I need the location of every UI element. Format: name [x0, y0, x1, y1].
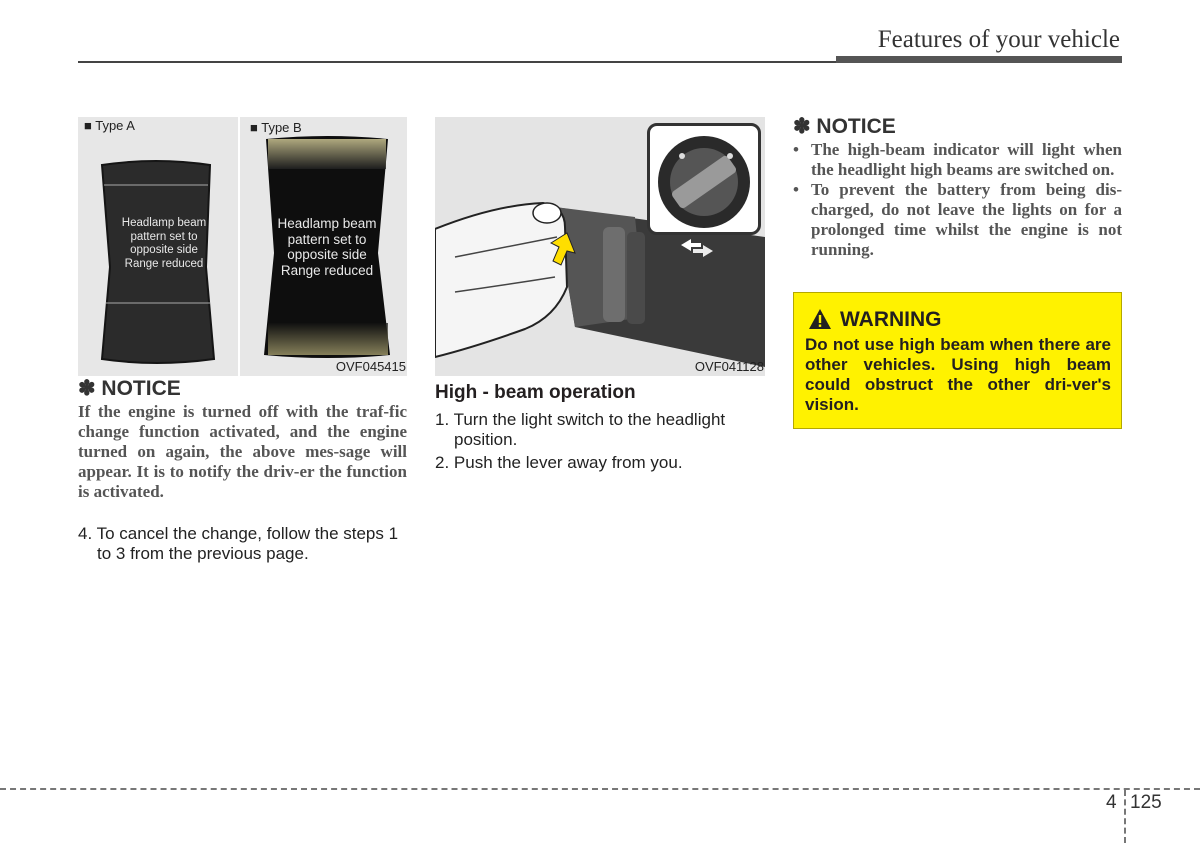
notice-heading: ✽ NOTICE: [793, 115, 896, 138]
footer-rule: [0, 788, 1200, 790]
step-4-line: to 3 from the previous page.: [97, 544, 309, 563]
display-line: Range reduced: [280, 262, 374, 278]
step-4-line: 4. To cancel the change, follow the steps 1: [78, 524, 399, 543]
notice-bullet: • To prevent the battery from being dis-charged, do not leave the lights on for a prolonged time whilst the engine is not running.: [793, 180, 1122, 260]
step-1-line: 1. Turn the light switch to the headlight: [435, 410, 726, 429]
header-rule-accent: [836, 56, 1122, 63]
figure-high-beam-lever: [435, 117, 765, 376]
notice-heading: ✽ NOTICE: [78, 377, 181, 400]
step-1-line: position.: [454, 430, 518, 449]
display-line: Range reduced: [124, 257, 204, 270]
warning-triangle-icon: [808, 308, 832, 330]
display-line: Headlamp beam: [277, 216, 377, 231]
display-line: opposite side: [130, 244, 198, 256]
step-4-text: [78, 524, 407, 564]
type-a-label: ■ Type A: [84, 118, 135, 133]
divider: [238, 117, 240, 376]
page-number: 125: [1130, 792, 1162, 813]
display-line: pattern set to: [130, 230, 198, 243]
warning-text: Do not use high beam when there are other vehicles. Using high beam could obstruct the other dri-ver's vision.: [805, 335, 1111, 414]
high-beam-steps: [435, 410, 765, 473]
page-header-title: Features of your vehicle: [877, 26, 1120, 53]
type-b-display-text: [262, 216, 392, 278]
display-line: pattern set to: [287, 231, 367, 247]
notice-bullet: • The high-beam indicator will light when the headlight high beams are switched on.: [793, 140, 1122, 180]
figure-code: OVF041128: [694, 359, 764, 374]
notice-bullets: [793, 140, 1122, 260]
chapter-number: 4: [1106, 792, 1117, 813]
display-line: opposite side: [287, 247, 367, 262]
type-b-label: ■ Type B: [250, 120, 302, 135]
high-beam-heading: High - beam operation: [435, 382, 636, 403]
notice-text: If the engine is turned off with the traf-fic change function activated, and the engine turned on again, the above mes-sage will appear. It is to notify the driv-er the function is activated.: [78, 402, 407, 501]
display-line: Headlamp beam: [121, 217, 207, 229]
type-a-display-text: [104, 217, 224, 271]
figure-display-messages: [78, 117, 407, 376]
light-switch-icon: [650, 126, 758, 232]
step-2-line: 2. Push the lever away from you.: [435, 453, 683, 472]
footer-divider: [1124, 790, 1126, 843]
light-switch-inset: [647, 123, 761, 235]
figure-code: OVF045415: [335, 359, 406, 374]
warning-title: WARNING: [840, 308, 942, 331]
warning-box: [793, 292, 1122, 429]
